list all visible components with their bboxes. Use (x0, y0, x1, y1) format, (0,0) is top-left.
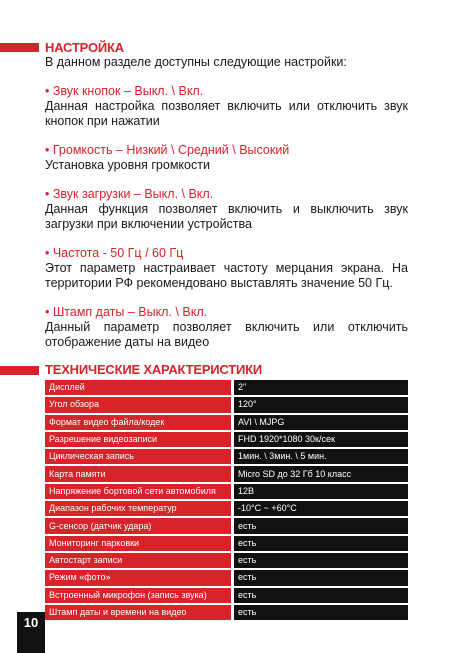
table-row (45, 431, 408, 448)
spec-value: есть (233, 587, 409, 604)
table-row (45, 465, 408, 482)
spec-key: Напряжение бортовой сети автомобиля (45, 483, 233, 500)
spec-value: AVI \ MJPG (233, 414, 409, 431)
spec-key: Формат видео файла/кодек (45, 414, 233, 431)
table-row (45, 483, 408, 500)
option-title: • Звук загрузки – Выкл. \ Вкл. (45, 187, 214, 201)
spec-key: Угол обзора (45, 396, 233, 413)
option-title: • Штамп даты – Выкл. \ Вкл. (45, 305, 208, 319)
table-row (45, 569, 408, 586)
spec-value: 2" (233, 380, 409, 396)
spec-key: Циклическая запись (45, 448, 233, 465)
specs-table (45, 380, 408, 622)
section-marker (0, 366, 39, 375)
spec-value: есть (233, 517, 409, 534)
spec-value: есть (233, 569, 409, 586)
spec-key: Диапазон рабочих температур (45, 500, 233, 517)
section-marker (0, 43, 39, 52)
table-row (45, 396, 408, 413)
spec-value: 120° (233, 396, 409, 413)
spec-value: FHD 1920*1080 30к/сек (233, 431, 409, 448)
table-row (45, 380, 408, 396)
table-row (45, 448, 408, 465)
option-title: • Громкость – Низкий \ Средний \ Высокий (45, 143, 290, 157)
settings-content (45, 55, 408, 350)
spec-value: есть (233, 535, 409, 552)
option-description: Данный параметр позволяет включить или отключить отображение даты на видео (45, 320, 408, 349)
spec-key: G-сенсор (датчик удара) (45, 517, 233, 534)
spec-value: 12В (233, 483, 409, 500)
spec-value: есть (233, 552, 409, 569)
spec-value: есть (233, 604, 409, 621)
settings-intro: В данном разделе доступны следующие настройки: (45, 55, 347, 69)
table-row (45, 535, 408, 552)
page-number: 10 (17, 612, 45, 653)
specs-heading: ТЕХНИЧЕСКИЕ ХАРАКТЕРИСТИКИ (45, 362, 263, 377)
option-title: • Частота - 50 Гц / 60 Гц (45, 246, 184, 260)
table-row (45, 500, 408, 517)
spec-key: Карта памяти (45, 465, 233, 482)
table-row (45, 552, 408, 569)
option-description: Данная функция позволяет включить и выключить звук загрузки при включении устройства (45, 202, 408, 231)
spec-key: Штамп даты и времени на видео (45, 604, 233, 621)
spec-value: -10°C ~ +60°C (233, 500, 409, 517)
spec-key: Режим «фото» (45, 569, 233, 586)
spec-key: Мониторинг парковки (45, 535, 233, 552)
spec-key: Встроенный микрофон (запись звука) (45, 587, 233, 604)
table-row (45, 587, 408, 604)
option-description: Данная настройка позволяет включить или отключить звук кнопок при нажатии (45, 99, 408, 128)
spec-value: 1мин. \ 3мин. \ 5 мин. (233, 448, 409, 465)
table-row (45, 604, 408, 621)
spec-value: Micro SD до 32 Гб 10 класс (233, 465, 409, 482)
spec-key: Разрешение видеозаписи (45, 431, 233, 448)
table-row (45, 414, 408, 431)
settings-heading: НАСТРОЙКА (45, 40, 124, 55)
option-description: Этот параметр настраивает частоту мерцания экрана. На территории РФ рекомендовано выставлять значение 50 Гц. (45, 261, 408, 290)
option-description: Установка уровня громкости (45, 158, 210, 172)
option-title: • Звук кнопок – Выкл. \ Вкл. (45, 84, 204, 98)
spec-key: Автостарт записи (45, 552, 233, 569)
spec-key: Дисплей (45, 380, 233, 396)
table-row (45, 517, 408, 534)
